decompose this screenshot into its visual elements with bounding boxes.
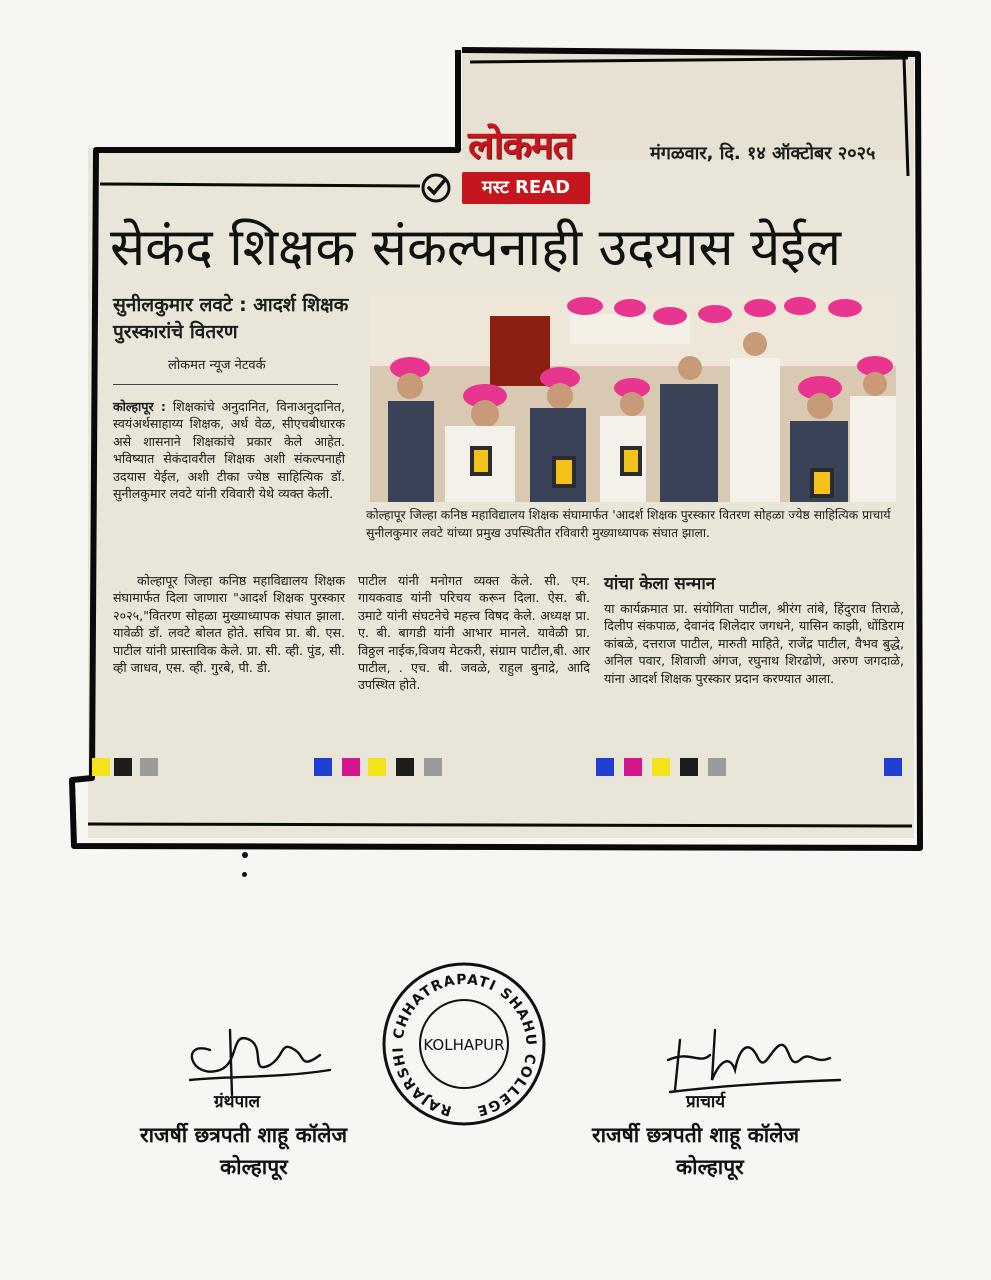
- college-seal: [378, 960, 550, 1128]
- seal-center-text: KOLHAPUR: [423, 1036, 505, 1054]
- seal-ring-text: RAJARSHI CHHATRAPATI SHAHU COLLEGE: [390, 971, 539, 1119]
- photo-caption: कोल्हापूर जिल्हा कनिष्ठ महाविद्यालय शिक्षक संघामार्फत 'आदर्श शिक्षक पुरस्कार वितरण सोहळा ज्येष्ठ साहित्यिक प्राचार्य सुनीलकुमार लवटे यांच्या प्रमुख उपस्थितीत रविवारी मुख्याध्यापक संघात झाला.: [366, 508, 891, 540]
- ink-mark: [242, 872, 247, 877]
- registration-swatch: [368, 758, 386, 776]
- registration-swatch: [624, 758, 642, 776]
- registration-swatch: [708, 758, 726, 776]
- article-subheadline: सुनीलकुमार लवटे : आदर्श शिक्षक पुरस्कारांचे वितरण: [113, 294, 349, 343]
- librarian-title: ग्रंथपाल: [214, 1092, 261, 1112]
- ink-mark: [242, 852, 248, 858]
- registration-swatch: [396, 758, 414, 776]
- registration-swatch: [92, 758, 110, 776]
- article-headline: सेकंद शिक्षक संकल्पनाही उदयास येईल: [110, 218, 842, 278]
- article-paragraph-3: पाटील यांनी मनोगत व्यक्त केले. सी. एम. गायकवाड यांनी परिचय करून दिला. ऐस. बी. उमाटे यांनी संघटनेचे महत्त्व विषद केले. अध्यक्ष प्रा. ए. बी. बागडी यांनी आभार मानले. यावेळी प्रा. विठ्ठल नाईक,विजय मेटकरी, संग्राम पाटील,बी. आर पाटील, . एच. बी. जवळे, राहुल बुनाद्रे, आदि उपस्थित होते.: [358, 573, 590, 693]
- event-photo: [370, 296, 896, 502]
- registration-swatch: [314, 758, 332, 776]
- right-college-city: कोल्हापूर: [676, 1155, 744, 1179]
- registration-swatch: [596, 758, 614, 776]
- article-paragraph-1: [113, 398, 345, 574]
- registration-swatch: [140, 758, 158, 776]
- principal-title: प्राचार्य: [686, 1092, 726, 1112]
- registration-swatch: [680, 758, 698, 776]
- left-college-name: राजर्षी छत्रपती शाहू कॉलेज: [140, 1123, 348, 1147]
- newspaper-logo: लोकमत: [468, 122, 574, 167]
- article-paragraph-2: कोल्हापूर जिल्हा कनिष्ठ महाविद्यालय शिक्षक संघामार्फत दिला जाणारा "आदर्श शिक्षक पुरस्कार २०२५,"वितरण सोहळा मुख्याध्यापक संघात झाला. यावेळी डॉ. लवटे बोलत होते. सचिव प्रा. बी. एस. पाटील यांनी प्रास्ताविक केले. प्रा. सी. व्ही. पुंड, सी. व्ही जाधव, एस. व्ही. गुरबे, पी. डी.: [113, 573, 345, 676]
- left-college-city: कोल्हापूर: [220, 1155, 288, 1179]
- publication-date: मंगळवार, दि. १४ ऑक्टोबर २०२५: [650, 143, 876, 164]
- must-read-badge: मस्ट READ: [462, 172, 590, 204]
- article-byline: लोकमत न्यूज नेटवर्क: [168, 358, 266, 373]
- registration-swatch: [652, 758, 670, 776]
- right-college-name: राजर्षी छत्रपती शाहू कॉलेज: [592, 1123, 800, 1147]
- registration-swatch: [342, 758, 360, 776]
- byline-divider: [113, 384, 338, 385]
- checkmark-icon: [420, 172, 452, 204]
- registration-swatch: [884, 758, 902, 776]
- honorees-heading: यांचा केला सन्मान: [604, 574, 716, 594]
- principal-signature: [640, 1010, 860, 1100]
- honorees-paragraph: या कार्यक्रमात प्रा. संयोगिता पाटील, श्रीरंग तांबे, हिंदुराव तिराळे, दिलीप संकपाळ, देवानंद शिलेदार जगधने, यासिन काझी, धोंडिराम कांबळे, दत्तराज पाटील, मारुती माहिते, राजेंद्र पाटील, वैभव बुद्धे, अनिल पवार, शिवाजी अंगज, रघुनाथ शिरढोणे, अरुण जगदाळे, यांना आदर्श शिक्षक पुरस्कार प्रदान करण्यात आला.: [604, 601, 904, 686]
- paragraph-1-text: शिक्षकांचे अनुदानित, विनाअनुदानित, स्वयंअर्थसाहाय्य शिक्षक, अर्ध वेळ, सीएचबीधारक असे शासनाने शिक्षकांचे प्रकार केले आहेत. भविष्यात सेकंदावरील शिक्षक अशी संकल्पनाही उदयास येईल, अशी टीका ज्येष्ठ साहित्यिक डॉ. सुनीलकुमार लवटे यांनी रविवारी येथे व्यक्त केली.: [113, 399, 345, 502]
- registration-swatch: [114, 758, 132, 776]
- librarian-signature: [170, 1010, 340, 1100]
- registration-swatch: [424, 758, 442, 776]
- dateline: कोल्हापूर :: [113, 399, 166, 414]
